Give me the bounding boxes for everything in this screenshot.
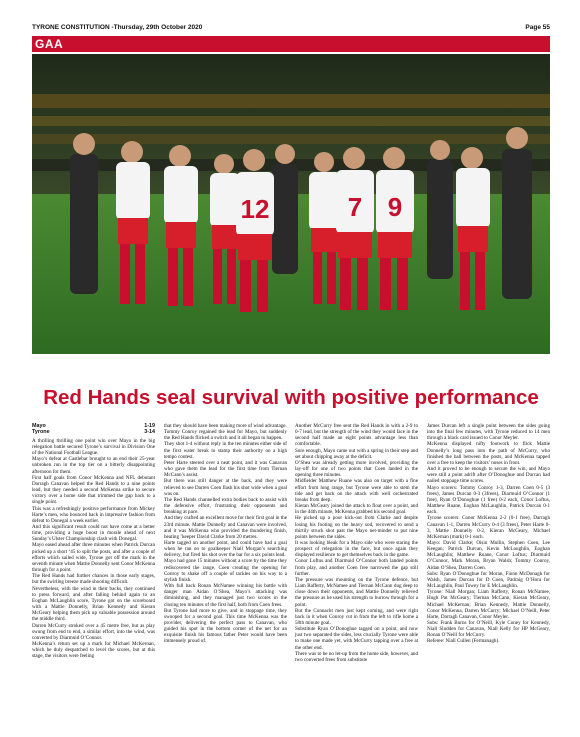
article-paragraph: McKenna displayed nifty footwork to flick Mattie Donnelly’s long pass into the path of McCurry, who finished the ball between the posts, and McKenna tapped over a free to keep the visitors’ noses in front.	[427, 441, 550, 466]
article-paragraph: The Red Hands channelled extra bodies back to assist with the defensive effort, frustrating their opponents and breaking at pace.	[164, 496, 287, 516]
article-paragraph: With full back Ronan McNamee winning his battle with danger man Aidan O’Shea, Mayo’s attacking was diminishing, and they managed just two scores in the closing ten minutes of the first half, both from Coen frees.	[164, 583, 287, 608]
section-title: GAA	[35, 37, 64, 51]
article-paragraph: But the Connacht men just kept coming, and were right back in it when Conroy cut in from the left to rifle home a 58th minute goal.	[295, 607, 418, 626]
article-paragraph: that they should have been making more of wind advantage.	[164, 423, 287, 429]
article-paragraph: But there was still danger at the back, and they were relieved to see Darren Coen flash his shot wide when a goal was on.	[164, 478, 287, 497]
article-paragraph: First half goals from Conor McKenna and NFL debutant Darragh Canavan helped the Red Hands to a nine points lead, but they needed a second McKenna strike to secure victory over a home side that trimmed the gap back to a single point.	[32, 474, 155, 506]
article-column-3	[295, 423, 418, 713]
article-paragraph: O’Shea was already getting more involved, providing the lay-off for one of two points that Coen landed in the opening three minutes.	[295, 459, 418, 479]
score-team: Mayo	[32, 423, 46, 429]
article-paragraph: James Durcan left a single point between the sides going into the final few minutes, with Tyrone reduced to 14 men through a black card issued to Conor Meyler.	[427, 423, 550, 442]
article-paragraph: It was looking bleak for a Mayo side who were staring the prospect of relegation in the face, but once again they displayed resilience to get themselves back in the game.	[295, 539, 418, 559]
article-body	[32, 423, 550, 713]
score-line-tyrone	[32, 429, 155, 435]
score-team: Tyrone	[32, 429, 50, 436]
article-paragraph: McKenna’s return set up a mark for Michael McKernan, which he duly despatched to level the scores, but at this stage, the visitors were feeling	[32, 640, 155, 660]
article-paragraph: Tyrone scorers: Conor McKenna 2-2 (0-1 free), Darragh Canavan 1-1, Darren McCurry 0-4 (3 frees), Peter Harte 0-3, Mattie Donnelly 0-2, Kieran McGeary, Michael McKernan (mark) 0-1 each.	[427, 515, 550, 540]
photo-illustration	[32, 54, 550, 354]
article-paragraph: Darren McCurry stroked over a 45 metre free, but as play swung from end to end, a similar effort, into the wind, was converted by Diarmuid O’Connor.	[32, 622, 155, 641]
article-paragraph: Peter Harte steered over a neat point, and it was Canavan who gave them the lead for the first time from Tiernan McCann’s assist.	[164, 459, 287, 479]
article-column-4	[427, 423, 550, 713]
masthead-title: TYRONE CONSTITUTION -Thursday, 29th October 2020	[32, 24, 203, 31]
article-paragraph: Subs: Frank Burns for O’Neill, Kyle Coney for Kennedy, Niall Sludden for Canavan, Niall Kelly for HP McGeary, Ronan O’Neill for McCurry.	[427, 620, 550, 639]
article-paragraph: He picked up a poor kick-out from Clarke and despite losing his footing on the heavy sod, recovered to send a thirtily struck shot past the Mayo net-minder to put nine points between the sides.	[295, 515, 418, 540]
article-paragraph: And this significant result could not have come at a better time, providing a huge boost in morale ahead of next Sunday’s Ulster Championship clash with Donegal.	[32, 524, 155, 543]
article-paragraph: This was a refreshingly positive performance from Mickey Harte’s men, who bounced back in impressive fashion from defeat to Donegal a week earlier.	[32, 505, 155, 524]
article-paragraph: There was to be no let-up from the home side, however, and two converted frees from substitute	[295, 650, 418, 663]
article-paragraph: Mayo eased ahead after three minutes when Patrick Durcan picked up a short ‘45 to split the posts, and after a couple of efforts which sailed wide, Tyrone got off the mark in the seventh minute when Mattie Donnelly sent Conor McKenna through for a point.	[32, 542, 155, 574]
jersey-number-12: 12	[240, 194, 270, 224]
article-paragraph: Harte tagged on another point, and could have had a goal when he ran on to goalkeeper Niall Morgan’s searching delivery, but fired his shot over the bar for a six points lead.	[164, 539, 287, 559]
article-paragraph: Tommy Conroy regained the lead for Mayo, but suddenly the Red Hands flicked a switch and it all began to happen.	[164, 429, 287, 442]
article-paragraph: Kieran McGeary joined the attack to float over a point, and in the 44th minute, McKenna grabbed his second goal.	[295, 503, 418, 516]
masthead	[32, 24, 550, 34]
article-paragraph: Mayo had gone 15 minutes without a score by the time they rediscovered the range, Coen creating the opening for Conroy to shake off a couple of tackles on his way to a stylish finish.	[164, 558, 287, 583]
article-paragraph: Sure enough, Mayo came out with a spring in their step and set about chipping away at the deficit.	[295, 447, 418, 460]
article-column-1	[32, 423, 155, 713]
team-huddle-photo	[32, 54, 550, 354]
page-number: Page 55	[525, 24, 550, 31]
article-paragraph: Another McCurry free sent the Red Hands in with a 2-9 to 0-7 lead, but the strength of the wind they would face in the second half made an eight points advantage less than comfortable.	[295, 423, 418, 448]
article-paragraph: And they crafted an excellent move for their first goal in the 23rd minute. Mattie Donnelly and Canavan were involved, and it was McKenna who provided the thundering finish, beating ’keeper David Clarke from 20 metres.	[164, 515, 287, 540]
article-paragraph: A thrilling thrilling one point win over Mayo in the big relegation battle secured Tyrone’s survival in Division One of the National Football League.	[32, 437, 155, 457]
article-paragraph: Conor Loftus and Diarmuid O’Connor both landed points from play, and another Coen free narrowed the gap still further.	[295, 558, 418, 577]
article-paragraph: Substitute Ryan O’Donoghue tagged on a point, and now just two separated the sides, less crucially Tyrone were able to make one made yet, with McCurry tapping over a free at the other end.	[295, 626, 418, 651]
article-paragraph: Mayo’s defeat at Castlebar brought to an end their 25-year unbroken run in the top tier on a bitterly disappointing afternoon for them.	[32, 456, 155, 475]
article-paragraph: Mayo scorers: Tommy Conroy 1-3, Darren Coen 0-5 (3 frees), James Durcan 0-3 (3frees), Diarmuid O’Connor (1 free), Ryan O’Donoghue (1 free) 0-2 each, Conor Loftus, Matthew Ruane, Eoghan McLaughlin, Patrick Durcan 0-1 each.	[427, 484, 550, 516]
headline: Red Hands seal survival with positive performance	[43, 386, 539, 409]
article-paragraph: Subs: Ryan O’Donoghue for Moran, Fionn McDonagh for Walsh, James Durcan for D Coen, Padraig O’Hora for McLaughlin, Paul Towey for E McLaughlin.	[427, 570, 550, 590]
jersey-number-9: 9	[387, 192, 403, 222]
article-paragraph: The pressure was mounting on the Tyrone defence, but Liam Rafferty, McNamee and Tiernan McCann dug deep to close down their opponents, and Mattie Donnelly relieved the pressure as he used his strength to burrow through for a point.	[295, 576, 418, 608]
article-paragraph: Referee: Niall Cullen (Fermanagh).	[427, 638, 500, 645]
score-value: 3-14	[144, 429, 155, 436]
jersey-number-7: 7	[347, 192, 363, 222]
score-value: 1-19	[144, 423, 155, 429]
article-paragraph: Mayo: David Clarke; Oisin Mullin, Stephen Coen, Lee Keegan; Patrick Durcan, Kevin McLoughlin, Eoghan McLaughlin; Matthew Ruane, Conor Loftus; Diarmuid O’Connor, Mark Moran, Bryan Walsh; Tommy Conroy, Aidan O’Shea, Darren Coen.	[427, 539, 550, 571]
article-paragraph: Midfielder Matthew Ruane was also on target with a fine effort from long range, but Tyrone were able to stem the tide and get back on the attack with well orchestrated breaks from deep.	[295, 478, 418, 503]
article-paragraph: They shot 1-4 without reply in the ten minutes either side of the first water break to stamp their authority on a high tempo contest.	[164, 441, 287, 460]
article-paragraph: Tyrone: Niall Morgan; Liam Rafferty, Ronan McNamee, Hugh Pat McGeary; Tiernan McCann, Kieran McGeary, Michael McKernan; Brian Kennedy, Mattie Donnelly, Conor McKenna, Darren McCurry; Michael O’Neill, Peter Harte, Darragh Canavan, Conor Meyler.	[427, 589, 550, 620]
article-paragraph: And it proved to be enough to secure the win, and Mayo were still a point adrift after O’Donoghue and Durcan had nailed stoppage time scores.	[427, 466, 550, 485]
article-paragraph: But Tyrone had more to give, and in stoppage time, they swooped for a second goal. This time McKenna was the provider, delivering the perfect pass to Canavan, who guided his spot in the bottom corner of the net for an exquisite finish his famous father Peter would have been immensely proud of.	[164, 607, 287, 645]
article-column-2	[164, 423, 287, 713]
article-paragraph: The Red Hands had further chances in those early stages, but the swirling breeze made shooting difficult.	[32, 573, 155, 586]
section-bar	[32, 36, 550, 52]
article-paragraph: Nevertheless, with the wind in their backs, they continued to press forward, and after falling behind again to an Eoghan McLaughlin score, Tyrone got on the scoreboard with a Mattie Donnelly, Brian Kennedy and Kieran McGeary helping them pick up valuable possession around the middle third.	[32, 585, 155, 623]
